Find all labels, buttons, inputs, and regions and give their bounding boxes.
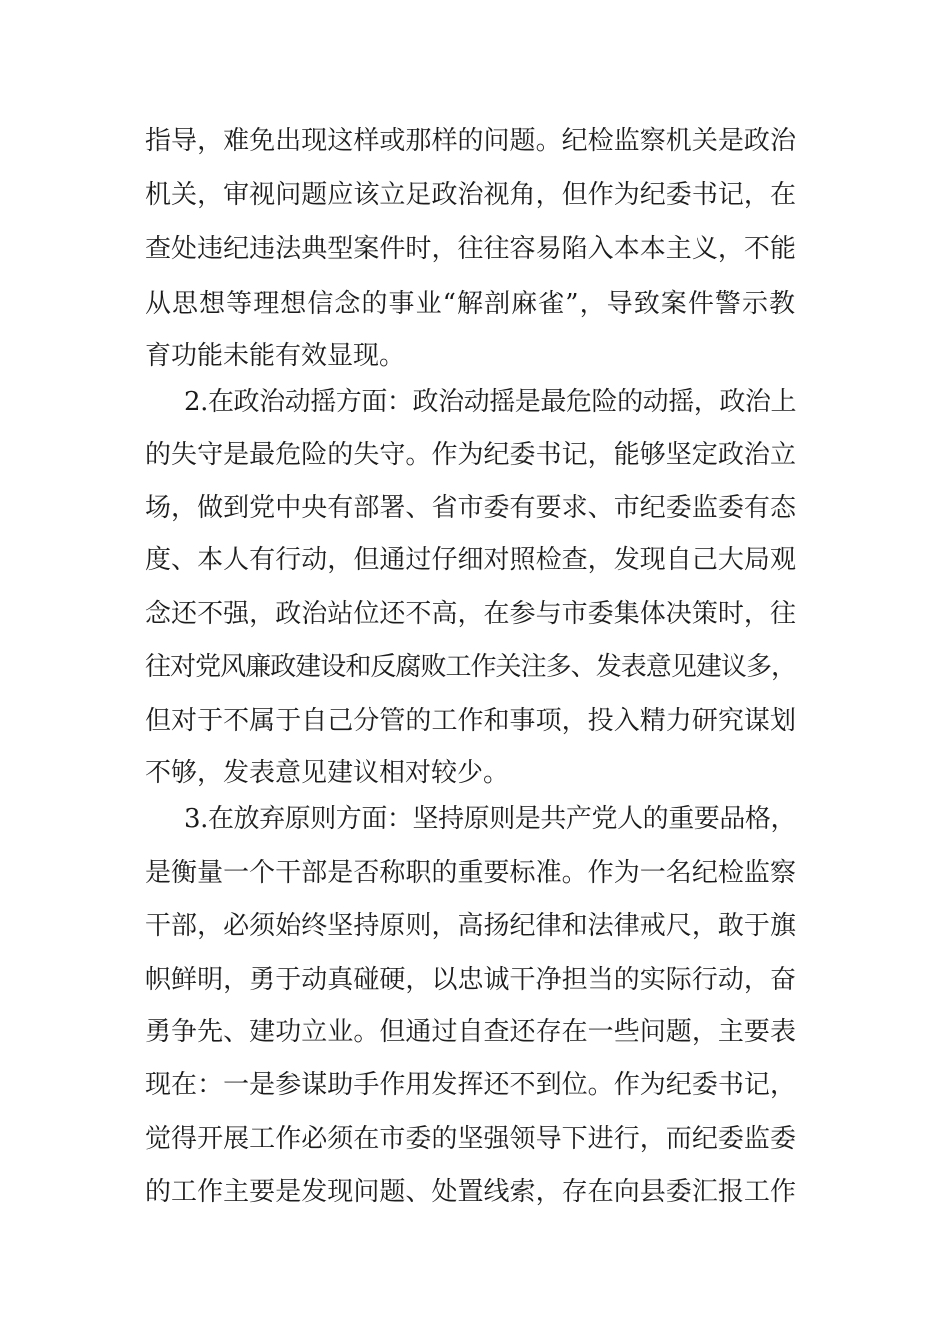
text-line-15: 是衡量一个干部是否称职的重要标准。作为一名纪检监察: [145, 858, 797, 888]
text-line-6: 2.在政治动摇方面：政治动摇是最危险的动摇，政治上: [184, 387, 797, 417]
text-line-13: 不够，发表意见建议相对较少。: [145, 758, 510, 788]
text-line-2: 机关，审视问题应该立足政治视角，但作为纪委书记，在: [145, 180, 797, 210]
text-line-18: 勇争先、建功立业。但通过自查还存在一些问题，主要表: [145, 1017, 797, 1047]
text-line-21: 的工作主要是发现问题、处置线索，存在向县委汇报工作: [145, 1177, 797, 1207]
text-line-17: 帜鲜明，勇于动真碰硬，以忠诚干净担当的实际行动，奋: [145, 965, 797, 995]
text-line-11: 往对党风廉政建设和反腐败工作关注多、发表意见建议多，: [145, 652, 797, 682]
text-line-5: 育功能未能有效显现。: [145, 341, 406, 371]
text-line-19: 现在：一是参谋助手作用发挥还不到位。作为纪委书记，: [145, 1070, 797, 1100]
text-line-8: 场，做到党中央有部署、省市委有要求、市纪委监委有态: [145, 493, 797, 523]
text-line-12: 但对于不属于自己分管的工作和事项，投入精力研究谋划: [145, 706, 797, 736]
text-line-20: 觉得开展工作必须在市委的坚强领导下进行，而纪委监委: [145, 1124, 797, 1154]
text-line-14: 3.在放弃原则方面：坚持原则是共产党人的重要品格，: [184, 804, 797, 834]
text-line-16: 干部，必须始终坚持原则，高扬纪律和法律戒尺，敢于旗: [145, 911, 797, 941]
text-line-7: 的失守是最危险的失守。作为纪委书记，能够坚定政治立: [145, 440, 797, 470]
text-line-1: 指导，难免出现这样或那样的问题。纪检监察机关是政治: [145, 126, 797, 156]
text-line-10: 念还不强，政治站位还不高，在参与市委集体决策时，往: [145, 599, 797, 629]
text-line-9: 度、本人有行动，但通过仔细对照检查，发现自己大局观: [145, 545, 797, 575]
text-line-4: 从思想等理想信念的事业“解剖麻雀”，导致案件警示教: [145, 289, 797, 319]
text-line-3: 查处违纪违法典型案件时，往往容易陷入本本主义，不能: [145, 234, 797, 264]
